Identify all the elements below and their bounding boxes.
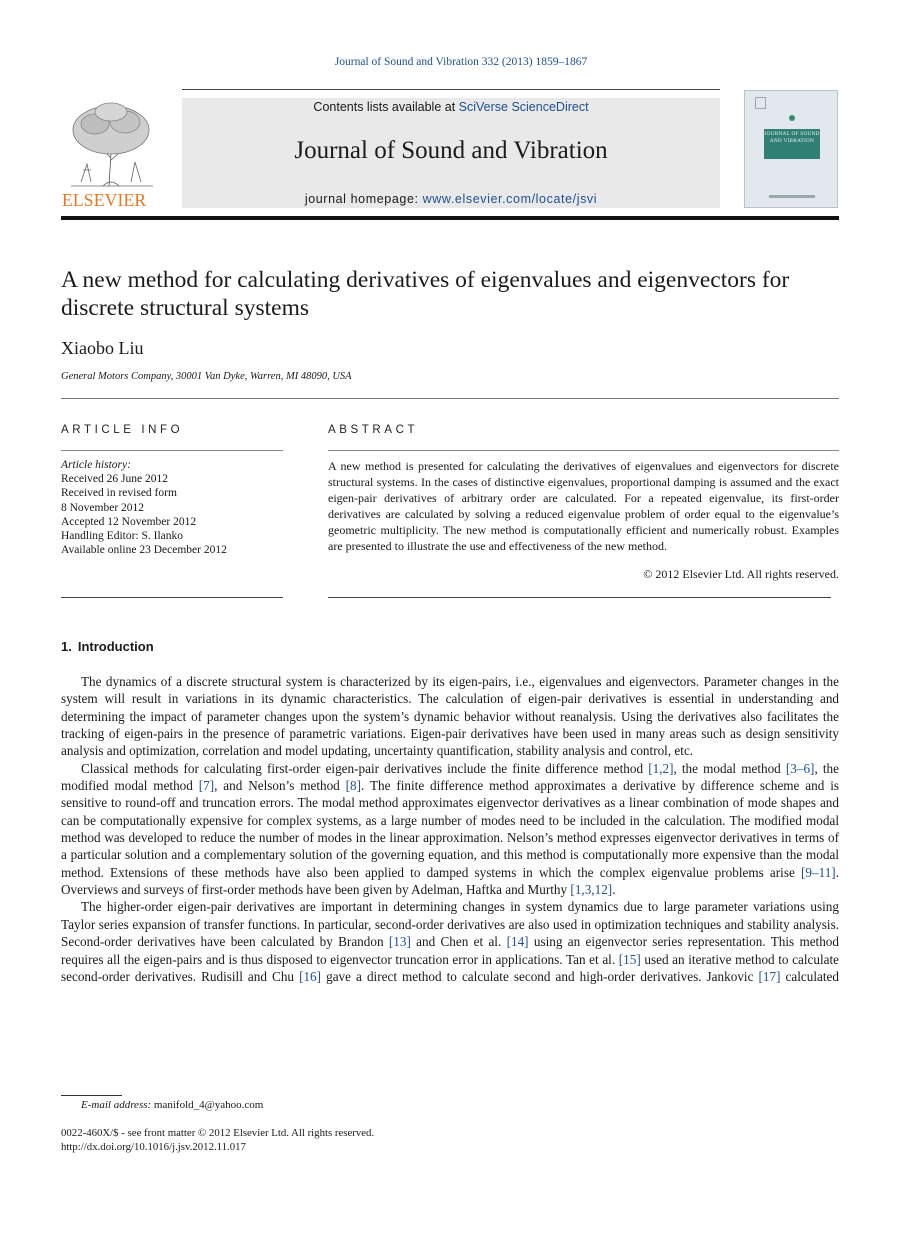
p3-text-4: used an iterative method to calculate second-order derivatives. Rudisill and Chu xyxy=(61,951,839,984)
introduction-body xyxy=(61,673,839,985)
header-thick-rule xyxy=(61,216,839,220)
article-info-heading: ARTICLE INFO xyxy=(61,424,184,436)
cover-title: JOURNAL OF SOUND AND VIBRATION xyxy=(764,129,820,159)
citation-link[interactable]: [16] xyxy=(299,968,322,984)
article-info-bottom-rule xyxy=(61,597,283,598)
p2-text-5: . The finite difference method approximates a derivative by difference scheme and is sensitive to round-off and truncation errors. The modal method approximates eigenvector derivatives as a linear combination of mode shapes and can be computationally expensive for complex systems, as a large number of modes need to be included in the calculation. The modified modal method was developed to reduce the number of modes in the linear approximation. Nelson’s method expresses eigenvector derivatives in terms of a particular solution and a complementary solution of the governing equation, and this method is computationally more expensive than the modal method. Extensions of these methods have also been applied to damped systems in which the complex eigenvalue problems arise xyxy=(61,778,839,880)
header-top-rule xyxy=(182,89,720,90)
citation-link[interactable]: [1,2] xyxy=(648,760,674,776)
section-number: 1. xyxy=(61,639,72,654)
journal-cover-thumbnail[interactable] xyxy=(744,90,838,208)
sciencedirect-link[interactable]: SciVerse ScienceDirect xyxy=(458,100,589,114)
article-title: A new method for calculating derivatives of eigenvalues and eigenvectors for discrete structural systems xyxy=(61,267,790,321)
history-received: Received 26 June 2012 xyxy=(61,473,168,486)
journal-homepage-line xyxy=(182,192,720,206)
elsevier-wordmark: ELSEVIER xyxy=(62,190,147,210)
p3-text-3: using an eigenvector series representation. This method requires all the eigen-pairs and is thus disposed to eigenvector truncation error in applications. Tan et al. xyxy=(61,934,839,967)
contents-prefix: Contents lists available at xyxy=(313,100,459,114)
journal-citation[interactable]: Journal of Sound and Vibration 332 (2013) 1859–1867 xyxy=(334,56,588,68)
history-revised: Received in revised form xyxy=(61,487,177,500)
history-online: Available online 23 December 2012 xyxy=(61,544,227,557)
p3-text-5: gave a direct method to calculate second and high-order derivatives. Jankovic xyxy=(321,968,759,984)
footnote-email xyxy=(81,1099,263,1111)
article-info-top-rule xyxy=(61,450,283,451)
cover-mini-icon xyxy=(755,97,766,109)
p3-text-1: The higher-order eigen-pair derivatives are important in determining changes in system dynamics due to large parameter variations using Taylor series expansion of transfer functions. In particular, second-order derivatives are also used in optimization techniques and stability analysis. Second-order derivatives have been calculated by Brandon xyxy=(61,899,839,950)
history-label: Article history: xyxy=(61,459,131,471)
section-heading-introduction xyxy=(61,639,154,654)
citation-link[interactable]: [9–11] xyxy=(801,864,836,880)
author-affiliation: General Motors Company, 30001 Van Dyke, Warren, MI 48090, USA xyxy=(61,371,352,382)
p2-text-7: . xyxy=(612,882,616,898)
doi-link[interactable]: http://dx.doi.org/10.1016/j.jsv.2012.11.017 xyxy=(61,1141,246,1153)
p3-text-2: and Chen et al. xyxy=(410,934,507,950)
p2-text-2: , the modal method xyxy=(673,760,786,776)
history-editor: Handling Editor: S. Ilanko xyxy=(61,530,184,543)
citation-link[interactable]: [15] xyxy=(618,951,641,967)
p2-text-6: . Overviews and surveys of first-order methods have been given by Adelman, Haftka and Murthy xyxy=(61,864,839,898)
email-address[interactable]: manifold_4@yahoo.com xyxy=(153,1099,264,1111)
p2-text-4: , and Nelson’s method xyxy=(214,778,346,794)
affiliation-divider xyxy=(61,398,839,399)
section-title: Introduction xyxy=(77,639,154,654)
footnote-rule xyxy=(61,1095,122,1096)
abstract-text: A new method is presented for calculating the derivatives of eigenvalues and eigenvectors for discrete structural systems. In the cases of distinctive eigenvalues, proportional damping is assumed and the exact eigen-pair derivatives of arbitrary order are calculated. For a repeated eigenvalue, its first-order derivatives are calculated by solving a reduced eigenvalue problem of order equal to the eigenvalue’s geometric multiplicity. The new method is computationally efficient and numerically robust. Examples are presented to illustrate the use and effectiveness of the new method. xyxy=(328,459,839,553)
tree-logo-icon xyxy=(61,98,161,188)
p3-text-6: calculated xyxy=(780,968,839,984)
citation-link[interactable]: [8] xyxy=(345,778,362,794)
paragraph-1: The dynamics of a discrete structural system is characterized by its eigen-pairs, i.e., eigenvalues and eigenvectors. Parameter changes in the system will result in variations in its dynamic characteristics. The calculation of eigen-pair derivatives is essential in understanding and determining the impact of parameter changes upon the system’s dynamic behavior without reanalysis. Using the derivatives also facilitates the tracking of eigen-pairs in the presence of parametric variations. Eigen-pair derivatives have been used in many areas such as design sensitivity analysis and optimization, correlation and model updating, uncertainty quantification, stability analysis and control, etc. xyxy=(61,674,839,759)
history-accepted: Accepted 12 November 2012 xyxy=(61,515,197,528)
contents-available-line xyxy=(182,100,720,114)
citation-link[interactable]: [7] xyxy=(198,778,215,794)
citation-link[interactable]: [14] xyxy=(506,934,529,950)
issn-line: 0022-460X/$ - see front matter © 2012 Elsevier Ltd. All rights reserved. xyxy=(61,1127,375,1139)
citation-link[interactable]: [17] xyxy=(758,968,781,984)
history-revised-date: 8 November 2012 xyxy=(61,501,145,514)
p2-text-1: Classical methods for calculating first-order eigen-pair derivatives include the finite difference method xyxy=(81,760,649,776)
abstract-top-rule xyxy=(328,450,839,451)
paragraph-2 xyxy=(61,760,839,899)
citation-link[interactable]: [13] xyxy=(388,934,411,950)
cover-emblem-icon xyxy=(789,115,795,121)
article-history xyxy=(61,458,227,557)
email-label: E-mail address: xyxy=(81,1099,152,1111)
cover-publisher-mark-icon xyxy=(769,194,815,200)
abstract-copyright: © 2012 Elsevier Ltd. All rights reserved. xyxy=(643,567,839,581)
homepage-link[interactable]: www.elsevier.com/locate/jsvi xyxy=(422,192,598,206)
citation-link[interactable]: [3–6] xyxy=(785,760,815,776)
paragraph-3 xyxy=(61,898,839,985)
abstract-bottom-rule xyxy=(328,597,831,598)
abstract-heading: ABSTRACT xyxy=(328,424,419,436)
journal-name: Journal of Sound and Vibration xyxy=(294,137,608,164)
citation-link[interactable]: [1,3,12] xyxy=(570,882,613,898)
homepage-prefix: journal homepage: xyxy=(304,192,423,206)
author-name[interactable]: Xiaobo Liu xyxy=(61,338,144,358)
p2-text-3: , the modified modal method xyxy=(61,760,839,794)
